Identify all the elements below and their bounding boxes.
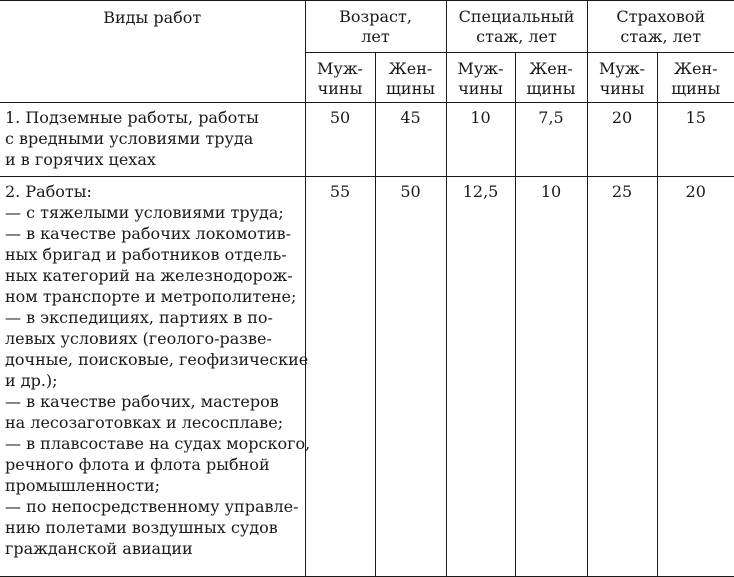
description-line: — в качестве рабочих, мастеров <box>5 392 279 411</box>
header-special-women <box>515 53 587 103</box>
description-line: промышленности; <box>5 476 161 495</box>
description-line: на лесозаготовках и лесосплаве; <box>5 413 284 432</box>
header-group-special-service <box>446 1 587 53</box>
header-women-line2: щины <box>526 79 576 98</box>
header-special-men <box>446 53 515 103</box>
header-women-line1: Жен- <box>388 59 433 78</box>
description-line: с вредными условиями труда <box>5 129 254 148</box>
cell-insurance-women: 15 <box>657 103 734 177</box>
cell-age-women: 50 <box>375 177 446 577</box>
description-line: дочные, поисковые, геофизические <box>5 350 309 369</box>
cell-insurance-men: 20 <box>587 103 657 177</box>
cell-special-men: 10 <box>446 103 515 177</box>
description-line: левых условиях (геолого-разве- <box>5 329 272 348</box>
header-women-line2: щины <box>386 79 435 98</box>
header-men-line2: чины <box>317 79 363 98</box>
header-group-insurance-line2: стаж, лет <box>620 27 702 46</box>
description-line: — с тяжелыми условиями труда; <box>5 203 284 222</box>
description-line: ных бригад и работников отдель- <box>5 245 287 264</box>
header-men-line1: Муж- <box>317 59 363 78</box>
header-group-insurance-line1: Страховой <box>616 7 706 26</box>
header-group-special-line2: стаж, лет <box>476 27 557 46</box>
header-women-line2: щины <box>671 79 721 98</box>
header-women-line1: Жен- <box>674 59 718 78</box>
header-insurance-women <box>657 53 734 103</box>
row-description <box>0 103 305 177</box>
header-group-insurance-service <box>587 1 734 53</box>
description-line: — в качестве рабочих локомотив- <box>5 224 291 243</box>
header-age-men <box>305 53 375 103</box>
description-line: — в экспедициях, партиях в по- <box>5 308 273 327</box>
header-group-age-line1: Возраст, <box>339 7 412 26</box>
cell-special-women: 7,5 <box>515 103 587 177</box>
description-line: ном транспорте и метрополитене; <box>5 287 297 306</box>
description-line: — по непосредственному управле- <box>5 497 299 516</box>
cell-special-women: 10 <box>515 177 587 577</box>
cell-insurance-men: 25 <box>587 177 657 577</box>
header-work-types: Виды работ <box>0 1 305 103</box>
header-group-special-line1: Специальный <box>458 7 575 26</box>
description-line: нию полетами воздушных судов <box>5 518 278 537</box>
cell-age-men: 50 <box>305 103 375 177</box>
header-row-groups <box>0 1 734 53</box>
header-men-line1: Муж- <box>457 59 504 78</box>
table-row <box>0 103 734 177</box>
header-women-line1: Жен- <box>529 59 573 78</box>
description-line: и в горячих цехах <box>5 150 156 169</box>
cell-special-men: 12,5 <box>446 177 515 577</box>
header-group-age <box>305 1 446 53</box>
description-line: 2. Работы: <box>5 182 92 201</box>
header-age-women <box>375 53 446 103</box>
cell-age-women: 45 <box>375 103 446 177</box>
cell-age-men: 55 <box>305 177 375 577</box>
header-men-line2: чины <box>458 79 503 98</box>
cell-insurance-women: 20 <box>657 177 734 577</box>
description-line: гражданской авиации <box>5 539 193 558</box>
header-men-line2: чины <box>599 79 645 98</box>
row-description <box>0 177 311 577</box>
description-line: речного флота и флота рыбной <box>5 455 270 474</box>
header-group-age-line2: лет <box>361 27 390 46</box>
description-line: — в плавсоставе на судах морского, <box>5 434 311 453</box>
header-insurance-men <box>587 53 657 103</box>
description-line: и др.); <box>5 371 58 390</box>
table-row <box>0 177 734 577</box>
description-line: 1. Подземные работы, работы <box>5 108 259 127</box>
description-line: ных категорий на железнодорож- <box>5 266 293 285</box>
header-men-line1: Муж- <box>599 59 645 78</box>
